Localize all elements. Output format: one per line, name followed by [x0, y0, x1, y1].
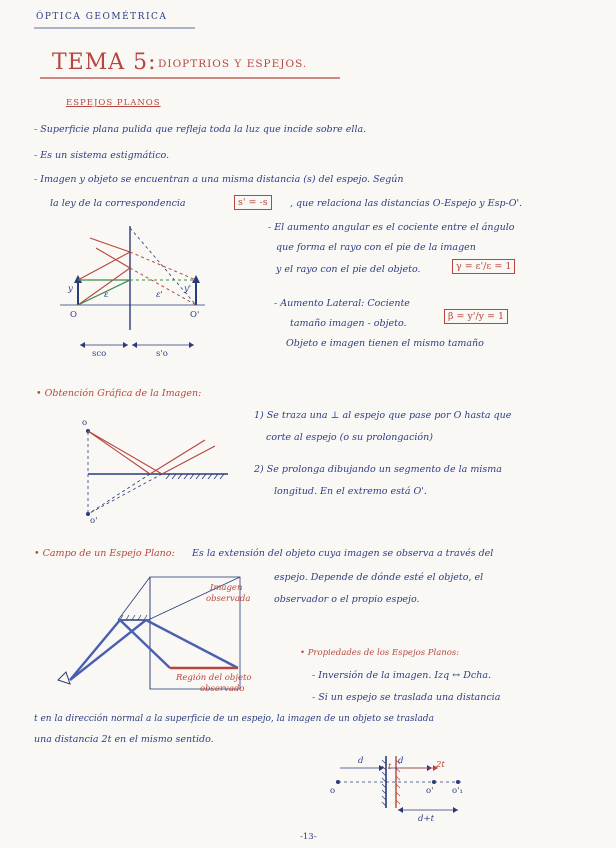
diagram2-label-o: o [82, 418, 88, 428]
diagram1-label-eps: ε [104, 290, 109, 300]
section-heading-propiedades: • Propiedades de los Espejos Planos: [300, 648, 460, 658]
translation-label-d2: d [398, 756, 404, 766]
angular-line-1: - El aumento angular es el cociente entre el ángulo [268, 222, 515, 233]
angular-line-3: y el rayo con el pie del objeto. [276, 264, 421, 275]
bullet-imagen-objeto: - Imagen y objeto se encuentran a una misma distancia (s) del espejo. Según [34, 174, 404, 185]
campo-line-1: Es la extensión del objeto cuya imagen se observa a través del [192, 548, 494, 559]
course-header: ÓPTICA GEOMÉTRICA [36, 12, 168, 22]
formula-beta: β = y'/y = 1 [444, 309, 508, 324]
propiedad-traslacion: - Si un espejo se traslada una distancia [312, 692, 501, 703]
section-heading-campo: • Campo de un Espejo Plano: [34, 548, 175, 559]
section-heading-obtencion: • Obtención Gráfica de la Imagen: [36, 388, 202, 399]
translation-label-2t: 2t [436, 760, 445, 770]
angular-line-2: que forma el rayo con el pie de la imagen [276, 242, 476, 253]
traslacion-line-2: una distancia 2t en el mismo sentido. [34, 734, 214, 745]
field-label-observada: observada [206, 594, 251, 604]
campo-line-2: espejo. Depende de dónde esté el objeto, el [274, 572, 484, 583]
diagram1-label-o: O [70, 310, 77, 320]
field-label-imagen: Imagen [210, 583, 243, 593]
bullet-ley-correspondencia: la ley de la correspondencia [50, 198, 186, 209]
diagram1-label-s-o: s'o [156, 349, 168, 359]
diagram1-label-eps-prime: ε' [156, 290, 163, 300]
step-2-line-1: 2) Se prolonga dibujando un segmento de la misma [254, 464, 502, 475]
step-1-line-1: 1) Se traza una ⊥ al espejo que pase por O hasta que [254, 410, 512, 421]
lateral-line-3: Objeto e imagen tienen el mismo tamaño [286, 338, 484, 349]
propiedad-inversion: - Inversión de la imagen. Izq ↔ Dcha. [312, 670, 491, 681]
diagram1-label-sco: sco [92, 349, 107, 359]
translation-label-d-plus-t: d+t [418, 814, 434, 824]
lateral-line-2: tamaño imagen - objeto. [290, 318, 407, 329]
campo-line-3: observador o el propio espejo. [274, 594, 420, 605]
translation-label-o-prime: o' [426, 786, 434, 796]
lateral-line-1: - Aumento Lateral: Cociente [274, 298, 410, 309]
formula-s-prime: s' = -s [234, 195, 272, 210]
step-1-line-2: corte al espejo (o su prolongación) [266, 432, 433, 443]
translation-label-o: o [330, 786, 336, 796]
field-label-region: Región del objeto [176, 673, 252, 683]
field-label-observado: observado [200, 684, 245, 694]
diagram2-label-o-prime: o' [90, 516, 98, 526]
formula-gamma: γ = ε'/ε = 1 [452, 259, 515, 274]
bullet-estigmatico: - Es un sistema estigmático. [34, 150, 170, 161]
diagram1-label-y-prime: y' [184, 284, 192, 294]
title-tema: TEMA 5: [52, 50, 157, 75]
step-2-line-2: longitud. En el extremo está O'. [274, 486, 427, 497]
diagram1-label-y: y [68, 284, 73, 294]
translation-label-t: t [388, 762, 392, 772]
bullet-superficie: - Superficie plana pulida que refleja toda la luz que incide sobre ella. [34, 124, 367, 135]
title-subject: DIOPTRIOS Y ESPEJOS. [158, 58, 308, 70]
section-heading-espejos-planos: ESPEJOS PLANOS [66, 98, 161, 108]
traslacion-line-1: t en la dirección normal a la superficie de un espejo, la imagen de un objeto se traslada [34, 714, 434, 724]
diagram1-label-o-prime: O' [190, 310, 200, 320]
bullet-relaciona: , que relaciona las distancias O-Espejo y Esp-O'. [290, 198, 523, 209]
translation-label-o-prime-1: o'₁ [452, 786, 463, 796]
translation-label-d1: d [358, 756, 364, 766]
page-number: -13- [300, 832, 317, 842]
